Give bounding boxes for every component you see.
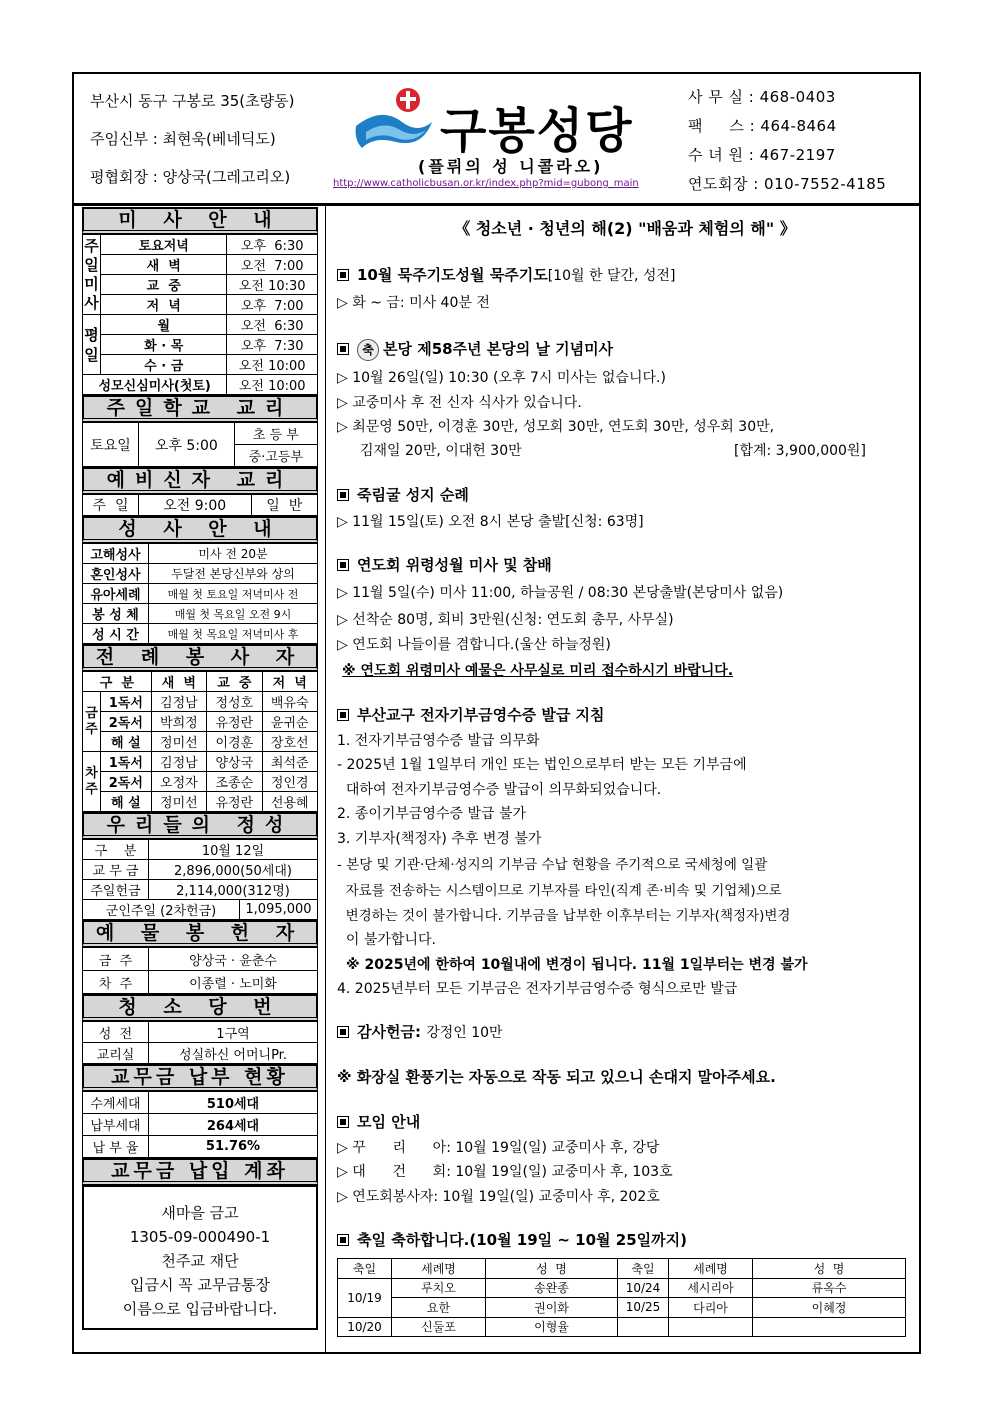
sacrament-name: 고해성사 [83, 544, 149, 564]
offering-value: 10월 12일 [149, 840, 318, 860]
table-row [338, 1278, 906, 1298]
mass-time: 오전 10:00 [227, 355, 318, 375]
receipt-line: 변경하는 것이 불가합니다. 기부금을 납부한 이후부터는 기부자(책정자)변경 [337, 908, 791, 924]
anniversary-line: 김재일 20만, 이대헌 30만 [360, 443, 522, 459]
dues-label: 납부세대 [83, 1114, 149, 1136]
sacrament-name: 유아세례 [83, 584, 149, 604]
receipt-line: 2. 종이기부금영수증 발급 불가 [337, 806, 526, 822]
sacraments-table [82, 543, 318, 644]
server: 백유숙 [262, 692, 317, 712]
mass-name: 토요저녁 [101, 235, 227, 255]
sacrament-info: 매월 첫 목요일 저녁미사 후 [149, 624, 318, 644]
mass-name: 성모신심미사(첫토) [83, 375, 227, 395]
receipt-line: 4. 2025년부터 모든 기부금은 전자기부금영수증 형식으로만 발급 [337, 981, 738, 997]
receipt-line: - 2025년 1월 1일부터 개인 또는 법인으로부터 받는 모든 기부금에 [337, 757, 747, 773]
sunday-school-heading: 주일학교 교리 [82, 395, 318, 422]
receipt-bold-notice: ※ 2025년에 한하여 10월내에 변경이 됩니다. 11월 1일부터는 변경 불가 [346, 957, 808, 973]
thanks-offering: 감사헌금: 강정인 10만 [337, 1021, 503, 1042]
table-row [338, 1317, 906, 1337]
empty-cell [669, 1317, 753, 1337]
feast-heading: 축일 축하합니다.(10월 19일 ~ 10월 25일까지) [337, 1229, 687, 1250]
role: 2독서 [101, 712, 152, 732]
deposit-note: 이름으로 입금바랍니다. [122, 1300, 278, 1318]
mass-schedule-table [82, 234, 318, 395]
sunday-mass-label: 주 일 미 사 [83, 235, 101, 315]
class-group: 초 등 부 [234, 423, 317, 445]
square-bullet-icon [337, 1026, 349, 1038]
memorial-notice: ※ 연도회 위령미사 예물은 사무실로 미리 접수하시기 바랍니다. [342, 663, 734, 679]
cleaning-heading: 청 소 당 번 [82, 994, 318, 1021]
mass-name: 교 중 [101, 275, 227, 295]
receipt-line: 자료를 전송하는 시스템이므로 기부자를 타인(직계 존·비속 및 기업체)으로 [337, 883, 782, 899]
memorial-line: ▷ 선착순 80명, 회비 3만원(신청: 연도회 총무, 사무실) [337, 612, 674, 628]
account-info [82, 1185, 318, 1330]
role: 1독서 [101, 752, 152, 772]
church-name: 구봉성당 [440, 103, 634, 159]
person-name: 이혜정 [753, 1298, 906, 1318]
deposit-note: 입금시 꼭 교무금통장 [130, 1276, 270, 1294]
feast-date: 10/25 [618, 1298, 669, 1318]
memorial-line: ▷ 연도회 나들이를 겸합니다.(울산 하늘정원) [337, 637, 611, 653]
receipt-line: - 본당 및 기관·단체·성지의 기부금 수납 현황을 주기적으로 국세청에 일괄 [337, 857, 768, 873]
server: 장호선 [262, 732, 317, 752]
column-header: 구 분 [83, 672, 152, 692]
server: 유정란 [207, 712, 262, 732]
gift-heading: 예 물 봉 헌 자 [82, 920, 318, 947]
rosary-line: ▷ 화 ~ 금: 미사 40분 전 [337, 295, 490, 311]
class-day: 주 일 [83, 495, 139, 516]
rosary-heading: 10월 묵주기도성월 묵주기도[10월 한 달간, 성전] [337, 264, 675, 285]
sacrament-name: 혼인성사 [83, 564, 149, 584]
role: 2독서 [101, 772, 152, 792]
meeting-line: ▷ 꾸 리 아: 10월 19일(일) 교중미사 후, 강당 [337, 1140, 660, 1156]
server: 조종순 [207, 772, 262, 792]
offering-value: 2,114,000(312명) [149, 880, 318, 900]
server: 유정란 [207, 792, 262, 812]
council-president: 평협회장 : 양상국(그레고리오) [90, 168, 291, 186]
duty-group: 1구역 [149, 1022, 318, 1043]
server: 최석준 [262, 752, 317, 772]
class-day: 토요일 [83, 423, 139, 467]
sacrament-info: 미사 전 20분 [149, 544, 318, 564]
mass-time: 오전 7:00 [227, 255, 318, 275]
mass-name: 수 · 금 [101, 355, 227, 375]
gift-table [82, 947, 318, 994]
column-header: 교 중 [207, 672, 262, 692]
sacrament-info: 매월 첫 목요일 오전 9시 [149, 604, 318, 624]
receipt-line: 이 불가합니다. [337, 932, 436, 948]
person-name: 송완종 [486, 1278, 618, 1298]
receipt-line: 대하여 전자기부금영수증 발급이 의무화되었습니다. [337, 782, 662, 798]
office-phone: 사 무 실 : 468-0403 [688, 88, 836, 106]
baptismal-name: 신둘포 [392, 1317, 486, 1337]
mass-name: 저 녁 [101, 295, 227, 315]
left-sidebar [82, 207, 318, 1330]
square-bullet-icon [337, 1116, 349, 1128]
memorial-heading: 연도회 위령성월 미사 및 참배 [337, 554, 552, 575]
catechumen-heading: 예비신자 교리 [82, 467, 318, 494]
square-bullet-icon [337, 343, 349, 355]
anniversary-heading: 축 본당 제58주년 본당의 날 기념미사 [337, 338, 613, 361]
class-group: 중·고등부 [234, 445, 317, 467]
offering-table [82, 839, 318, 920]
empty-cell [618, 1317, 669, 1337]
square-bullet-icon [337, 559, 349, 571]
account-holder: 천주교 재단 [161, 1252, 239, 1270]
person-name: 류옥수 [753, 1278, 906, 1298]
sacrament-info: 두달전 본당신부와 상의 [149, 564, 318, 584]
next-week-label: 차주 [83, 752, 101, 812]
class-group: 일 반 [251, 495, 317, 516]
column-header: 성 명 [753, 1259, 906, 1279]
donors: 양상국 · 윤춘수 [149, 948, 318, 971]
dues-label: 납 부 율 [83, 1136, 149, 1158]
church-logo-icon [352, 86, 436, 158]
offering-value: 2,896,000(50세대) [149, 860, 318, 880]
server: 정미선 [151, 732, 206, 752]
dues-value: 510세대 [149, 1092, 318, 1114]
feast-date: 10/19 [338, 1278, 392, 1317]
mass-time: 오전 6:30 [227, 315, 318, 335]
column-header: 새 벽 [151, 672, 206, 692]
server: 선용혜 [262, 792, 317, 812]
celebration-badge-icon: 축 [357, 339, 379, 361]
server: 양상국 [207, 752, 262, 772]
main-title: 《 청소년 · 청년의 해(2) "배움과 체험의 해" 》 [454, 219, 796, 238]
square-bullet-icon [337, 489, 349, 501]
mass-time: 오전 10:00 [227, 375, 318, 395]
role: 해 설 [101, 792, 152, 812]
anniversary-line: ▷ 10월 26일(일) 10:30 (오후 7시 미사는 없습니다.) [337, 370, 666, 386]
catechumen-table [82, 494, 318, 516]
address: 부산시 동구 구봉로 35(초량동) [90, 92, 295, 110]
meeting-heading: 모임 안내 [337, 1111, 420, 1132]
anniversary-line: ▷ 최문영 50만, 이경훈 30만, 성모회 30만, 연도회 30만, 성우회 30만, [337, 419, 775, 435]
receipt-heading: 부산교구 전자기부금영수증 발급 지침 [337, 704, 605, 725]
table-row [338, 1298, 906, 1318]
area: 성 전 [83, 1022, 149, 1043]
website-link[interactable]: http://www.catholicbusan.or.kr/index.php?mid=gubong_main [333, 178, 639, 189]
receipt-line: 1. 전자기부금영수증 발급 의무화 [337, 733, 540, 749]
header-divider [72, 203, 921, 206]
mass-name: 월 [101, 315, 227, 335]
elders-phone: 연도회장 : 010-7552-4185 [688, 175, 887, 193]
square-bullet-icon [337, 269, 349, 281]
server: 김정남 [151, 752, 206, 772]
baptismal-name: 루치오 [392, 1278, 486, 1298]
anniversary-total: [합계: 3,900,000원] [734, 443, 866, 459]
server: 김정남 [151, 692, 206, 712]
restroom-notice: ※ 화장실 환풍기는 자동으로 작동 되고 있으니 손대지 말아주세요. [337, 1068, 776, 1086]
column-header: 축일 [618, 1259, 669, 1279]
meeting-line: ▷ 연도회봉사자: 10월 19일(일) 교중미사 후, 202호 [337, 1189, 660, 1205]
servers-heading: 전 례 봉 사 자 [82, 644, 318, 671]
mass-name: 새 벽 [101, 255, 227, 275]
server: 정미선 [151, 792, 206, 812]
column-header: 저 녁 [262, 672, 317, 692]
server: 이경훈 [207, 732, 262, 752]
feast-date: 10/24 [618, 1278, 669, 1298]
column-header: 축일 [338, 1259, 392, 1279]
sacraments-heading: 성 사 안 내 [82, 516, 318, 543]
server: 오정자 [151, 772, 206, 792]
square-bullet-icon [337, 709, 349, 721]
column-divider [325, 206, 326, 1354]
account-heading: 교무금 납입 계좌 [82, 1158, 318, 1185]
server: 박희정 [151, 712, 206, 732]
area: 교리실 [83, 1043, 149, 1064]
dues-heading: 교무금 납부 현황 [82, 1064, 318, 1091]
dues-value: 264세대 [149, 1114, 318, 1136]
sacrament-name: 봉 성 체 [83, 604, 149, 624]
dues-label: 수계세대 [83, 1092, 149, 1114]
offering-label: 군인주일 (2차헌금) [83, 900, 240, 920]
donors: 이종렬 · 노미화 [149, 971, 318, 994]
mass-time: 오후 7:30 [227, 335, 318, 355]
role: 1독서 [101, 692, 152, 712]
receipt-line: 3. 기부자(책정자) 추후 변경 불가 [337, 831, 542, 847]
meeting-line: ▷ 대 건 회: 10월 19일(일) 교중미사 후, 103호 [337, 1164, 673, 1180]
server: 정인경 [262, 772, 317, 792]
offering-label: 교 무 금 [83, 860, 149, 880]
pastor: 주임신부 : 최현욱(베네딕도) [90, 130, 276, 148]
mass-time: 오전 10:30 [227, 275, 318, 295]
bank-name: 새마을 금고 [161, 1204, 239, 1222]
patron-saint: (플뤼의 성 니콜라오) [418, 157, 604, 176]
fax-number: 팩 스 : 464-8464 [688, 117, 837, 135]
memorial-line: ▷ 11월 5일(수) 미사 11:00, 하늘공원 / 08:30 본당출발(본당미사 없음) [337, 585, 784, 601]
this-week-label: 금주 [83, 692, 101, 752]
column-header: 성 명 [486, 1259, 618, 1279]
person-name: 이형율 [486, 1317, 618, 1337]
offering-value: 1,095,000 [240, 900, 318, 920]
feast-day-table [337, 1258, 906, 1337]
duty-group: 성실하신 어머니Pr. [149, 1043, 318, 1064]
dues-table [82, 1091, 318, 1158]
week-label: 차 주 [83, 971, 149, 994]
dues-value: 51.76% [149, 1136, 318, 1158]
person-name: 권이화 [486, 1298, 618, 1318]
feast-date: 10/20 [338, 1317, 392, 1337]
square-bullet-icon [337, 1234, 349, 1246]
convent-phone: 수 녀 원 : 467-2197 [688, 146, 836, 164]
week-label: 금 주 [83, 948, 149, 971]
offering-label: 구 분 [83, 840, 149, 860]
mass-name: 화 · 목 [101, 335, 227, 355]
mass-time: 오후 7:00 [227, 295, 318, 315]
cleaning-table [82, 1021, 318, 1064]
pilgrimage-line: ▷ 11월 15일(토) 오전 8시 본당 출발[신청: 63명] [337, 514, 644, 530]
role: 해 설 [101, 732, 152, 752]
sacrament-name: 성 시 간 [83, 624, 149, 644]
baptismal-name: 다리아 [669, 1298, 753, 1318]
column-header: 세례명 [392, 1259, 486, 1279]
anniversary-line: ▷ 교중미사 후 전 신자 식사가 있습니다. [337, 395, 582, 411]
offering-heading: 우리들의 정성 [82, 812, 318, 839]
column-header: 세례명 [669, 1259, 753, 1279]
pilgrimage-heading: 죽림굴 성지 순례 [337, 484, 469, 505]
account-number: 1305-09-000490-1 [129, 1228, 271, 1246]
server: 윤귀순 [262, 712, 317, 732]
server: 정성호 [207, 692, 262, 712]
baptismal-name: 요한 [392, 1298, 486, 1318]
mass-time: 오후 6:30 [227, 235, 318, 255]
class-time: 오전 9:00 [139, 495, 252, 516]
class-time: 오후 5:00 [139, 423, 235, 467]
mass-schedule-heading: 미 사 안 내 [82, 207, 318, 234]
weekday-mass-label: 평 일 [83, 315, 101, 375]
sacrament-info: 매월 첫 토요일 저녁미사 전 [149, 584, 318, 604]
servers-table [82, 671, 318, 812]
baptismal-name: 세시리아 [669, 1278, 753, 1298]
offering-label: 주일헌금 [83, 880, 149, 900]
empty-cell [753, 1317, 906, 1337]
sunday-school-table [82, 422, 318, 467]
